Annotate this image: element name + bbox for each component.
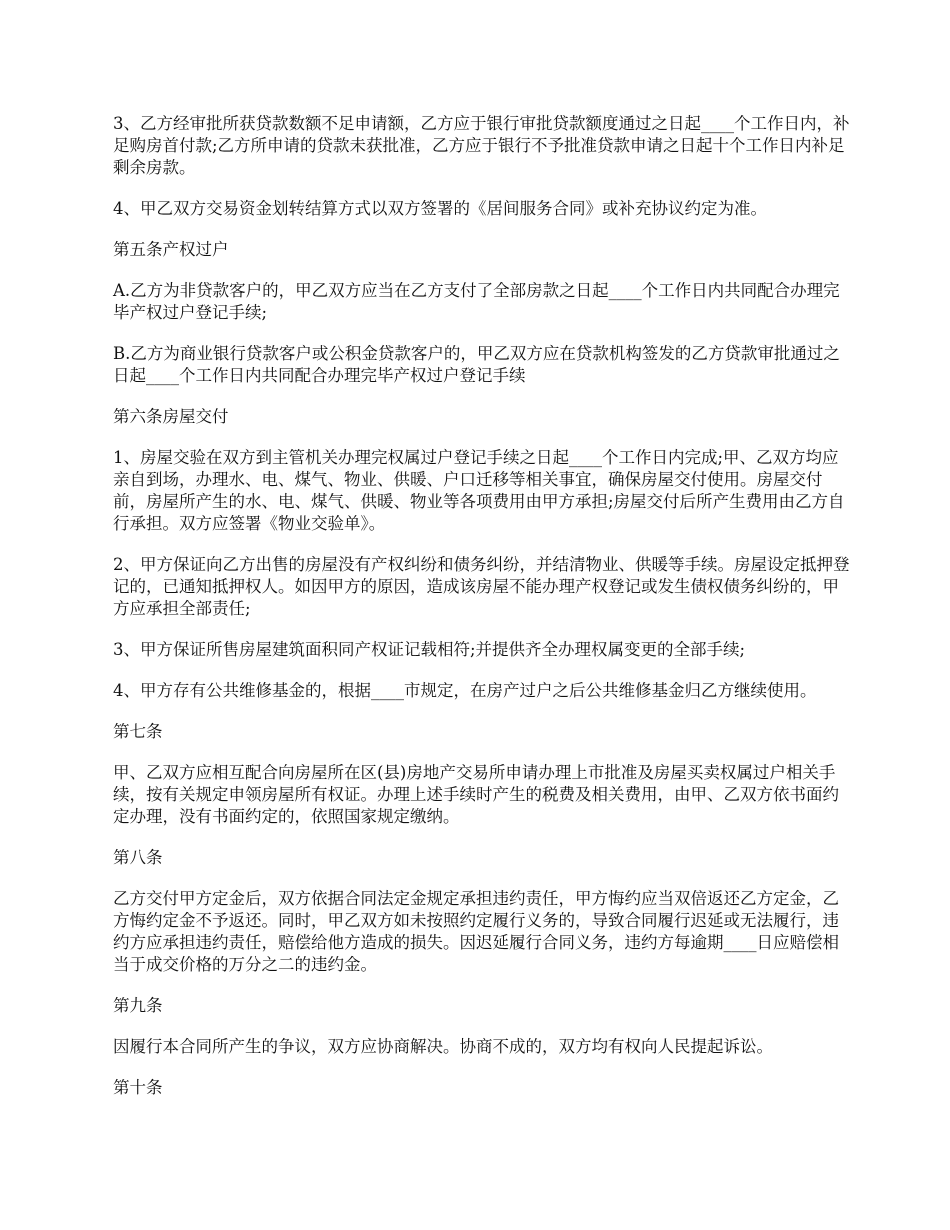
section-heading: 第五条产权过户 bbox=[113, 240, 229, 259]
section-heading: 第六条房屋交付 bbox=[113, 407, 229, 426]
clause-paragraph: 因履行本合同所产生的争议，双方应协商解决。协商不成的，双方均有权向人民提起诉讼。 bbox=[113, 1037, 773, 1056]
clause-paragraph: 2、甲方保证向乙方出售的房屋没有产权纠纷和债务纠纷，并结清物业、供暖等手续。房屋设定抵押登记的，已通知抵押权人。如因甲方的原因，造成该房屋不能办理产权登记或发生债权债务纠纷的，甲方应承担全部责任; bbox=[113, 555, 850, 618]
clause-paragraph: 3、甲方保证所售房屋建筑面积同产权证记载相符;并提供齐全办理权属变更的全部手续; bbox=[113, 640, 746, 659]
clause-paragraph: B.乙方为商业银行贷款客户或公积金贷款客户的，甲乙双方应在贷款机构签发的乙方贷款审批通过之日起____个工作日内共同配合办理完毕产权过户登记手续 bbox=[113, 344, 840, 385]
section-heading: 第十条 bbox=[113, 1078, 163, 1097]
section-heading: 第七条 bbox=[113, 722, 163, 741]
clause-paragraph: 4、甲乙双方交易资金划转结算方式以双方签署的《居间服务合同》或补充协议约定为准。 bbox=[113, 199, 767, 218]
clause-paragraph: 甲、乙双方应相互配合向房屋所在区(县)房地产交易所申请办理上市批准及房屋买卖权属过户相关手续，按有关规定申领房屋所有权证。办理上述手续时产生的税费及相关费用，由甲、乙双方依书面约定办理，没有书面约定的，依照国家规定缴纳。 bbox=[113, 763, 839, 826]
document-body bbox=[113, 113, 853, 1118]
section-heading: 第八条 bbox=[113, 848, 163, 867]
clause-paragraph: 3、乙方经审批所获贷款数额不足申请额，乙方应于银行审批贷款额度通过之日起____个工作日内，补足购房首付款;乙方所申请的贷款未获批准，乙方应于银行不予批准贷款申请之日起十个工作日内补足剩余房款。 bbox=[113, 114, 850, 177]
clause-paragraph: 4、甲方存有公共维修基金的，根据____市规定，在房产过户之后公共维修基金归乙方继续使用。 bbox=[113, 681, 817, 700]
section-heading: 第九条 bbox=[113, 996, 163, 1015]
clause-paragraph: A.乙方为非贷款客户的，甲乙双方应当在乙方支付了全部房款之日起____个工作日内共同配合办理完毕产权过户登记手续; bbox=[113, 281, 840, 322]
clause-paragraph: 1、房屋交验在双方到主管机关办理完权属过户登记手续之日起____个工作日内完成;甲、乙双方均应亲自到场，办理水、电、煤气、物业、供暖、户口迁移等相关事宜，确保房屋交付使用。房屋交付前，房屋所产生的水、电、煤气、供暖、物业等各项费用由甲方承担;房屋交付后所产生费用由乙方自行承担。双方应签署《物业交验单》。 bbox=[113, 448, 845, 533]
clause-paragraph: 乙方交付甲方定金后，双方依据合同法定金规定承担违约责任，甲方悔约应当双倍返还乙方定金，乙方悔约定金不予返还。同时，甲乙双方如未按照约定履行义务的，导致合同履行迟延或无法履行，违约方应承担违约责任，赔偿给他方造成的损失。因迟延履行合同义务，违约方每逾期____日应赔偿相当于成交价格的万分之二的违约金。 bbox=[113, 889, 839, 974]
